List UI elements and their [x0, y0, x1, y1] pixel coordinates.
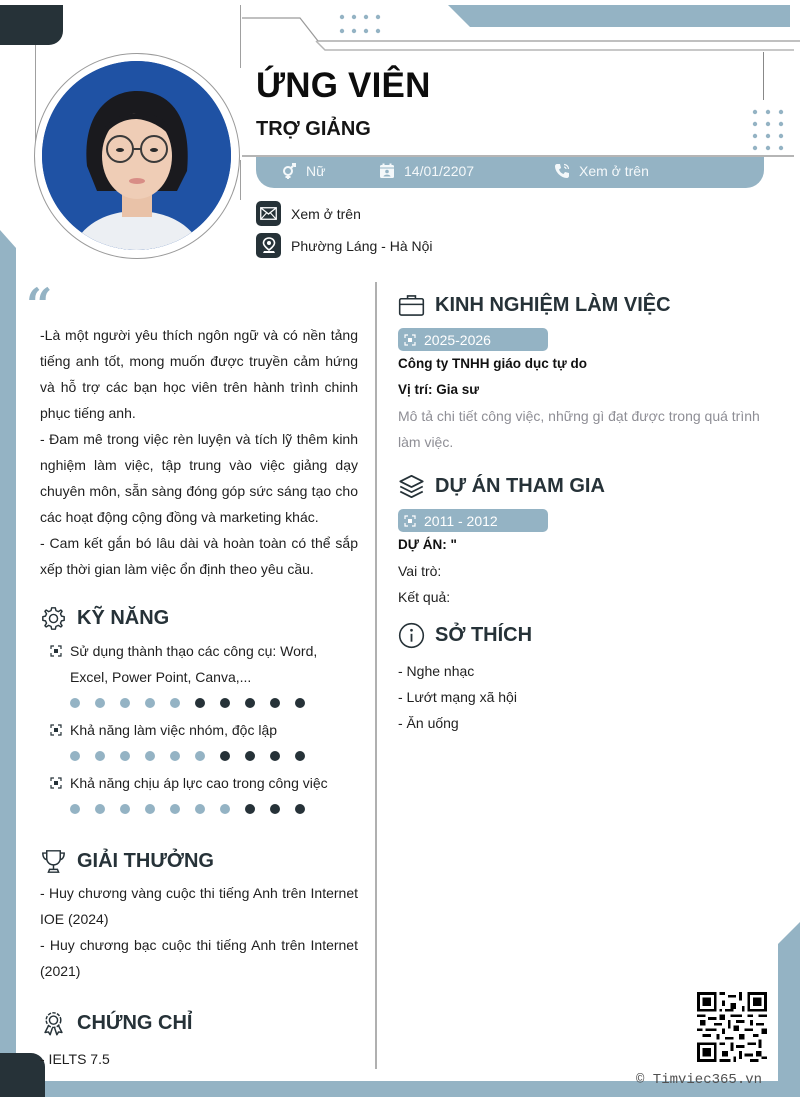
rating-dot: [295, 751, 305, 761]
skill-name: Sử dụng thành thạo các công cụ: Word, Excel, Power Point, Canva,...: [70, 643, 318, 685]
gender-field: [281, 163, 325, 179]
rating-dot: [220, 751, 230, 761]
rating-dot: [220, 804, 230, 814]
rating-dot: [295, 698, 305, 708]
project-period-value: 2011 - 2012: [424, 512, 498, 529]
award-item: - Huy chương vàng cuộc thi tiếng Anh trên Internet IOE (2024): [40, 885, 358, 927]
experience-description: Mô tả chi tiết công việc, những gì đạt được trong quá trình làm việc.: [398, 408, 760, 450]
rating-dot: [195, 804, 205, 814]
project-period: [398, 509, 548, 532]
rating-dot: [245, 751, 255, 761]
focus-bullet-icon: [404, 334, 416, 346]
gender-value: Nữ: [306, 163, 326, 179]
rating-dot: [270, 804, 280, 814]
rating-dot: [170, 698, 180, 708]
column-divider: [375, 282, 377, 1069]
certificates-list: [40, 1046, 358, 1072]
birthday-value: 14/01/2207: [404, 163, 475, 179]
rating-dot: [245, 804, 255, 814]
skill-rating: [70, 743, 358, 769]
rating-dot: [95, 751, 105, 761]
trophy-icon: [40, 848, 67, 875]
experience-title: KINH NGHIỆM LÀM VIỆC: [435, 293, 671, 316]
skills-list: [40, 638, 358, 822]
awards-heading: [40, 846, 358, 876]
focus-bullet-icon: [50, 645, 62, 657]
right-column: [398, 290, 768, 736]
candidate-position: TRỢ GIẢNG: [256, 118, 371, 140]
rating-dot: [270, 698, 280, 708]
skills-heading: [40, 603, 358, 633]
skills-title: KỸ NĂNG: [77, 606, 170, 629]
focus-bullet-icon: [404, 515, 416, 527]
left-column: [26, 278, 358, 1072]
rating-dot: [220, 698, 230, 708]
experience-heading: [398, 290, 768, 320]
info-band: [256, 157, 764, 188]
skill-rating: [70, 796, 358, 822]
skill-item: [50, 638, 358, 716]
summary-paragraph: -Là một người yêu thích ngôn ngữ và có nền tảng tiếng anh tốt, mong muốn được truyền cảm hứng và hỗ trợ các bạn học viên trên hành trình chinh phục tiếng anh.: [40, 327, 358, 421]
hobby-item: - Ăn uống: [398, 715, 459, 731]
project-result: Kết quả:: [398, 589, 451, 605]
side-bar-left: [0, 230, 16, 1097]
certificates-title: CHỨNG CHỈ: [77, 1011, 193, 1034]
experience-role: Vị trí: Gia sư: [398, 382, 480, 397]
projects-title: DỰ ÁN THAM GIA: [435, 474, 605, 497]
awards-list: [40, 880, 358, 984]
skill-item: [50, 717, 358, 769]
focus-bullet-icon: [50, 724, 62, 736]
focus-bullet-icon: [50, 777, 62, 789]
experience-period-value: 2025-2026: [424, 331, 491, 348]
certificate-item: - IELTS 7.5: [40, 1051, 110, 1067]
hobbies-heading: [398, 620, 768, 650]
hobbies-title: SỞ THÍCH: [435, 623, 533, 646]
experience-company: Công ty TNHH giáo dục tự do: [398, 356, 588, 371]
mail-icon: [256, 201, 281, 226]
qr-code-icon: [697, 992, 767, 1062]
certificate-badge-icon: [40, 1010, 67, 1037]
quote-icon: “: [26, 278, 49, 332]
candidate-name: ỨNG VIÊN: [256, 66, 431, 105]
email-value: Xem ở trên: [291, 205, 361, 222]
rating-dot: [270, 751, 280, 761]
contact-email: [256, 201, 361, 226]
rating-dot: [120, 804, 130, 814]
skill-header: [50, 638, 358, 690]
rating-dot: [70, 751, 80, 761]
location-icon: [256, 233, 281, 258]
rating-dot: [145, 804, 155, 814]
rating-dot: [120, 698, 130, 708]
gear-icon: [40, 605, 67, 632]
skill-name: Khả năng chịu áp lực cao trong công việc: [70, 775, 328, 791]
rating-dot: [95, 804, 105, 814]
project-name: DỰ ÁN: ": [398, 537, 457, 552]
phone-value: Xem ở trên: [579, 163, 649, 179]
rating-dot: [170, 751, 180, 761]
summary-paragraph: - Đam mê trong việc rèn luyện và tích lỹ thêm kinh nghiệm làm việc, tập trung vào việc giảng dạy chuyên môn, sẵn sàng đóng góp sức sáng tạo cho các hoạt động cộng đồng và marketing khác.: [40, 431, 358, 525]
rating-dot: [70, 804, 80, 814]
phone-field: [554, 163, 649, 179]
layers-icon: [398, 473, 425, 500]
side-bar-right: [778, 922, 800, 1097]
rating-dot: [295, 804, 305, 814]
rating-dot: [95, 698, 105, 708]
info-icon: [398, 622, 425, 649]
birthday-field: [379, 163, 474, 179]
avatar: [42, 61, 231, 250]
copyright-text: © Timviec365.vn: [636, 1072, 763, 1088]
phone-icon: [554, 163, 570, 179]
rating-dot: [245, 698, 255, 708]
hobby-item: - Nghe nhạc: [398, 663, 475, 679]
skill-item: [50, 770, 358, 822]
rating-dot: [170, 804, 180, 814]
calendar-icon: [379, 163, 395, 179]
hobby-item: - Lướt mạng xã hội: [398, 689, 517, 705]
rating-dot: [195, 698, 205, 708]
project-role: Vai trò:: [398, 563, 442, 579]
briefcase-icon: [398, 292, 425, 319]
rating-dot: [195, 751, 205, 761]
certificates-heading: [40, 1008, 358, 1038]
corner-decoration-bottom-left: [0, 1053, 45, 1097]
rating-dot: [120, 751, 130, 761]
rating-dot: [70, 698, 80, 708]
awards-title: GIẢI THƯỞNG: [77, 849, 214, 872]
experience-period: [398, 328, 548, 351]
summary-section: [40, 322, 358, 582]
rating-dot: [145, 751, 155, 761]
gender-icon: [281, 163, 297, 179]
projects-heading: [398, 471, 768, 501]
portrait-photo-icon: [42, 61, 231, 250]
skill-name: Khả năng làm việc nhóm, độc lập: [70, 722, 278, 738]
contact-address: [256, 233, 433, 258]
award-item: - Huy chương bạc cuộc thi tiếng Anh trên Internet (2021): [40, 937, 358, 979]
hobbies-list: [398, 658, 768, 736]
summary-paragraph: - Cam kết gắn bó lâu dài và hoàn toàn có thể sắp xếp thời gian làm việc ổn định theo yêu cầu.: [40, 535, 358, 577]
skill-header: [50, 770, 358, 796]
address-value: Phường Láng - Hà Nội: [291, 237, 433, 254]
skill-header: [50, 717, 358, 743]
rating-dot: [145, 698, 155, 708]
skill-rating: [70, 690, 358, 716]
